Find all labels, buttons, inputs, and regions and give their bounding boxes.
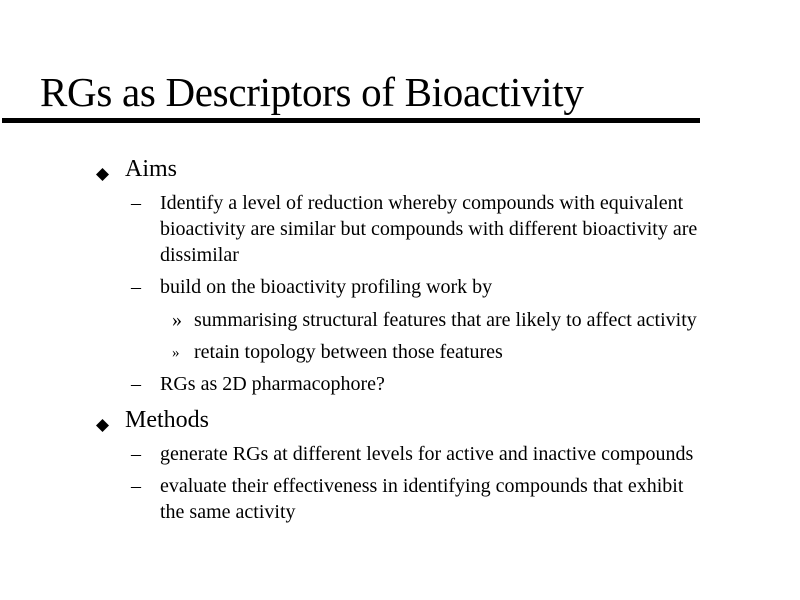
section-heading-methods: Methods: [125, 407, 209, 433]
title-underline: [2, 118, 700, 123]
aims-item-3: RGs as 2D pharmacophore?: [160, 373, 385, 395]
dash-marker: –: [131, 443, 141, 465]
aims-item-1-line-2: bioactivity are similar but compounds with different bioactivity are: [160, 218, 698, 240]
diamond-bullet-icon: [96, 419, 109, 432]
aims-subitem-2: retain topology between those features: [194, 341, 503, 363]
methods-item-1: generate RGs at different levels for active and inactive compounds: [160, 443, 694, 465]
section-heading-aims: Aims: [125, 156, 178, 182]
subbullet-marker: »: [172, 309, 182, 331]
diamond-bullet-icon: [96, 168, 109, 181]
dash-marker: –: [131, 373, 141, 395]
aims-subitem-1: summarising structural features that are likely to affect activity: [194, 309, 697, 331]
aims-item-2: build on the bioactivity profiling work by: [160, 276, 493, 298]
methods-item-2-line-2: the same activity: [160, 501, 296, 523]
subbullet-marker: »: [172, 345, 180, 361]
slide-title: RGs as Descriptors of Bioactivity: [40, 69, 584, 115]
aims-item-1-line-1: Identify a level of reduction whereby compounds with equivalent: [160, 192, 684, 214]
dash-marker: –: [131, 475, 141, 497]
dash-marker: –: [131, 276, 141, 298]
aims-item-1-line-3: dissimilar: [160, 244, 239, 266]
methods-item-2-line-1: evaluate their effectiveness in identifying compounds that exhibit: [160, 475, 684, 497]
dash-marker: –: [131, 192, 141, 214]
